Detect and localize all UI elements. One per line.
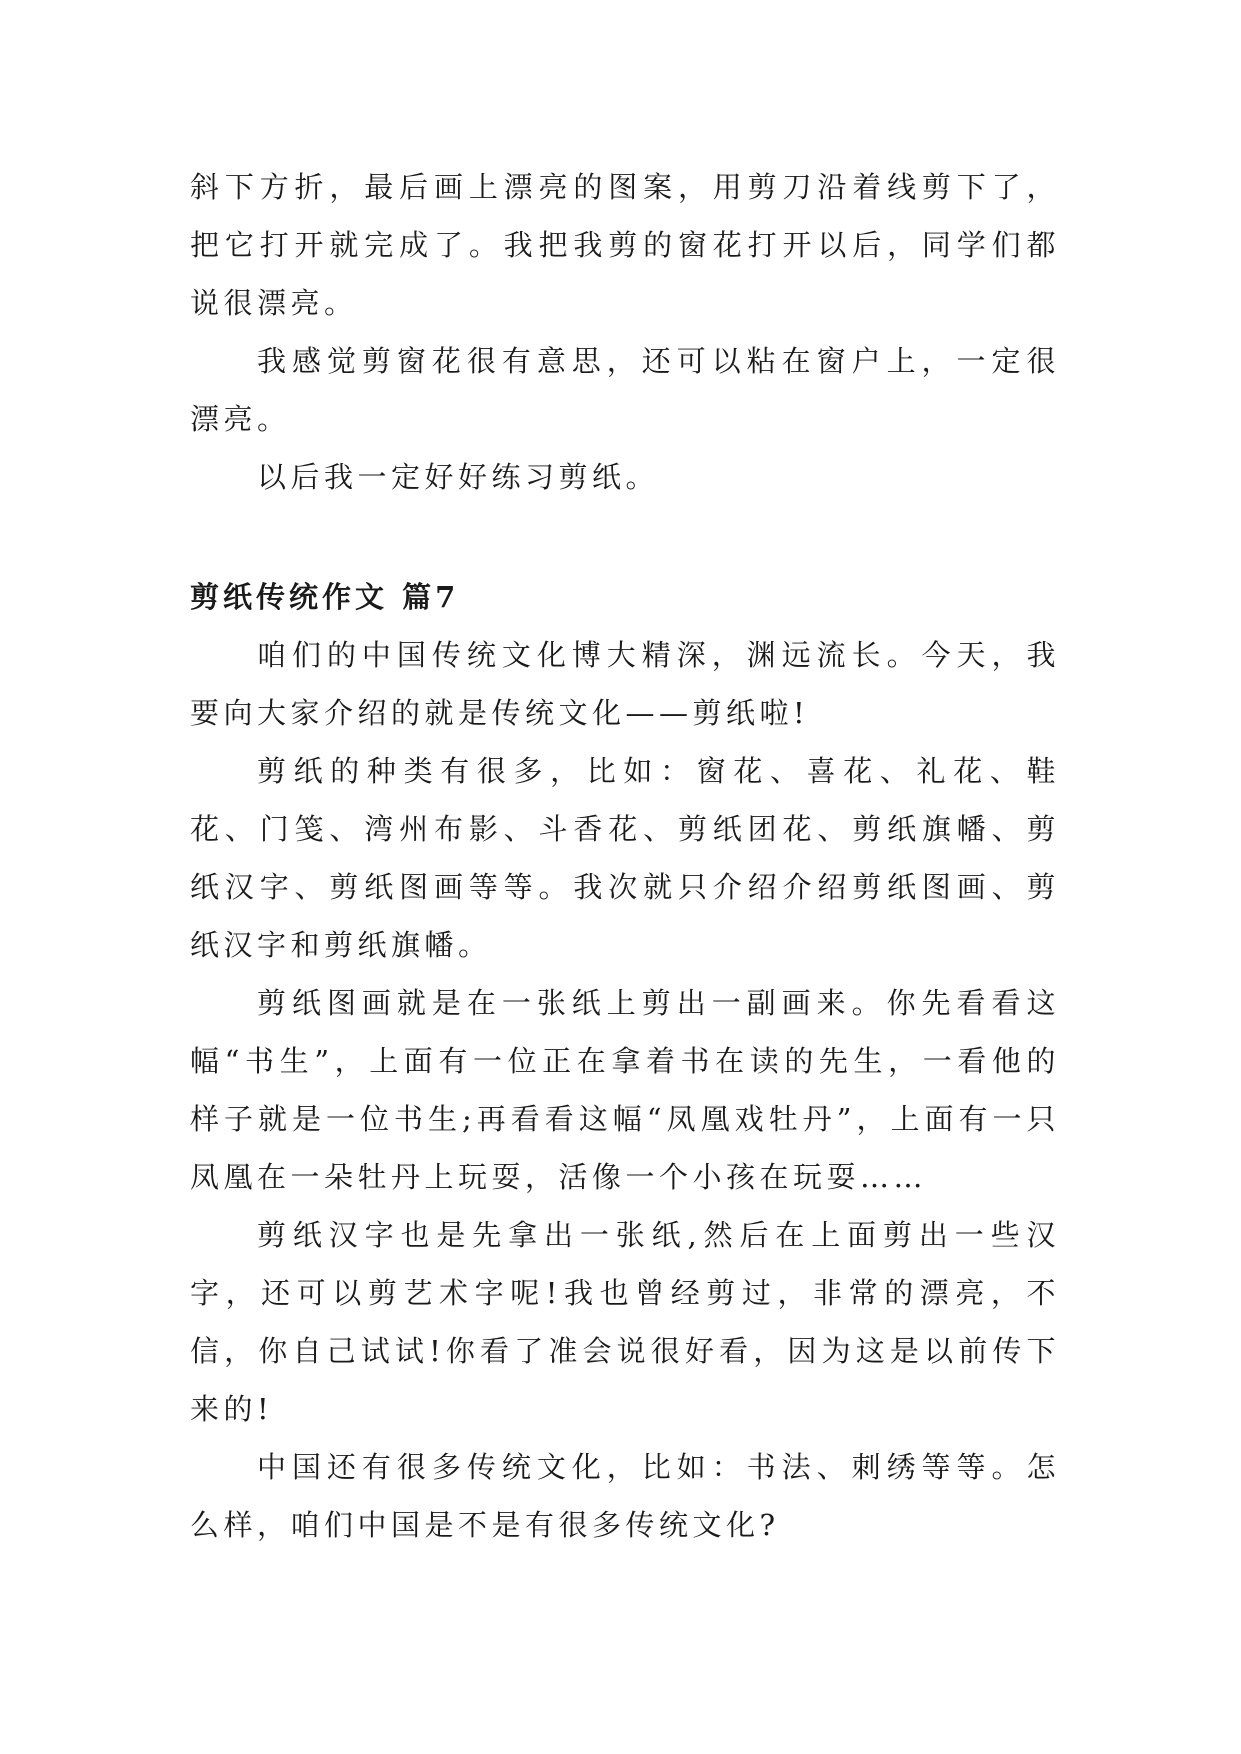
- section-title: 剪纸传统作文 篇7: [190, 580, 460, 614]
- paragraph-2: 剪纸的种类有很多，比如：窗花、喜花、礼花、鞋花、门笺、湾州布影、斗香花、剪纸团花、剪纸旗幡、剪纸汉字、剪纸图画等等。我次就只介绍介绍剪纸图画、剪纸汉字和剪纸旗幡。: [190, 754, 1060, 962]
- paragraph-1: 咱们的中国传统文化博大精深，渊远流长。今天，我要向大家介绍的就是传统文化——剪纸啦!: [190, 638, 1060, 730]
- paragraph-5: 中国还有很多传统文化，比如：书法、刺绣等等。怎么样，咱们中国是不是有很多传统文化?: [190, 1450, 1060, 1542]
- paragraph-continuation-2: 我感觉剪窗花很有意思，还可以粘在窗户上，一定很漂亮。: [190, 344, 1060, 436]
- paragraph-3: 剪纸图画就是在一张纸上剪出一副画来。你先看看这幅“书生”，上面有一位正在拿着书在读的先生，一看他的样子就是一位书生;再看看这幅“凤凰戏牡丹”，上面有一只凤凰在一朵牡丹上玩耍，活像一个小孩在玩耍……: [190, 986, 1060, 1194]
- paragraph-continuation-1: 斜下方折，最后画上漂亮的图案，用剪刀沿着线剪下了，把它打开就完成了。我把我剪的窗花打开以后，同学们都说很漂亮。: [190, 170, 1060, 320]
- paragraph-continuation-3: 以后我一定好好练习剪纸。: [257, 460, 660, 494]
- document-page: [190, 158, 1060, 1554]
- paragraph-4: 剪纸汉字也是先拿出一张纸,然后在上面剪出一些汉字，还可以剪艺术字呢!我也曾经剪过，非常的漂亮，不信，你自己试试!你看了准会说很好看，因为这是以前传下来的!: [190, 1218, 1060, 1426]
